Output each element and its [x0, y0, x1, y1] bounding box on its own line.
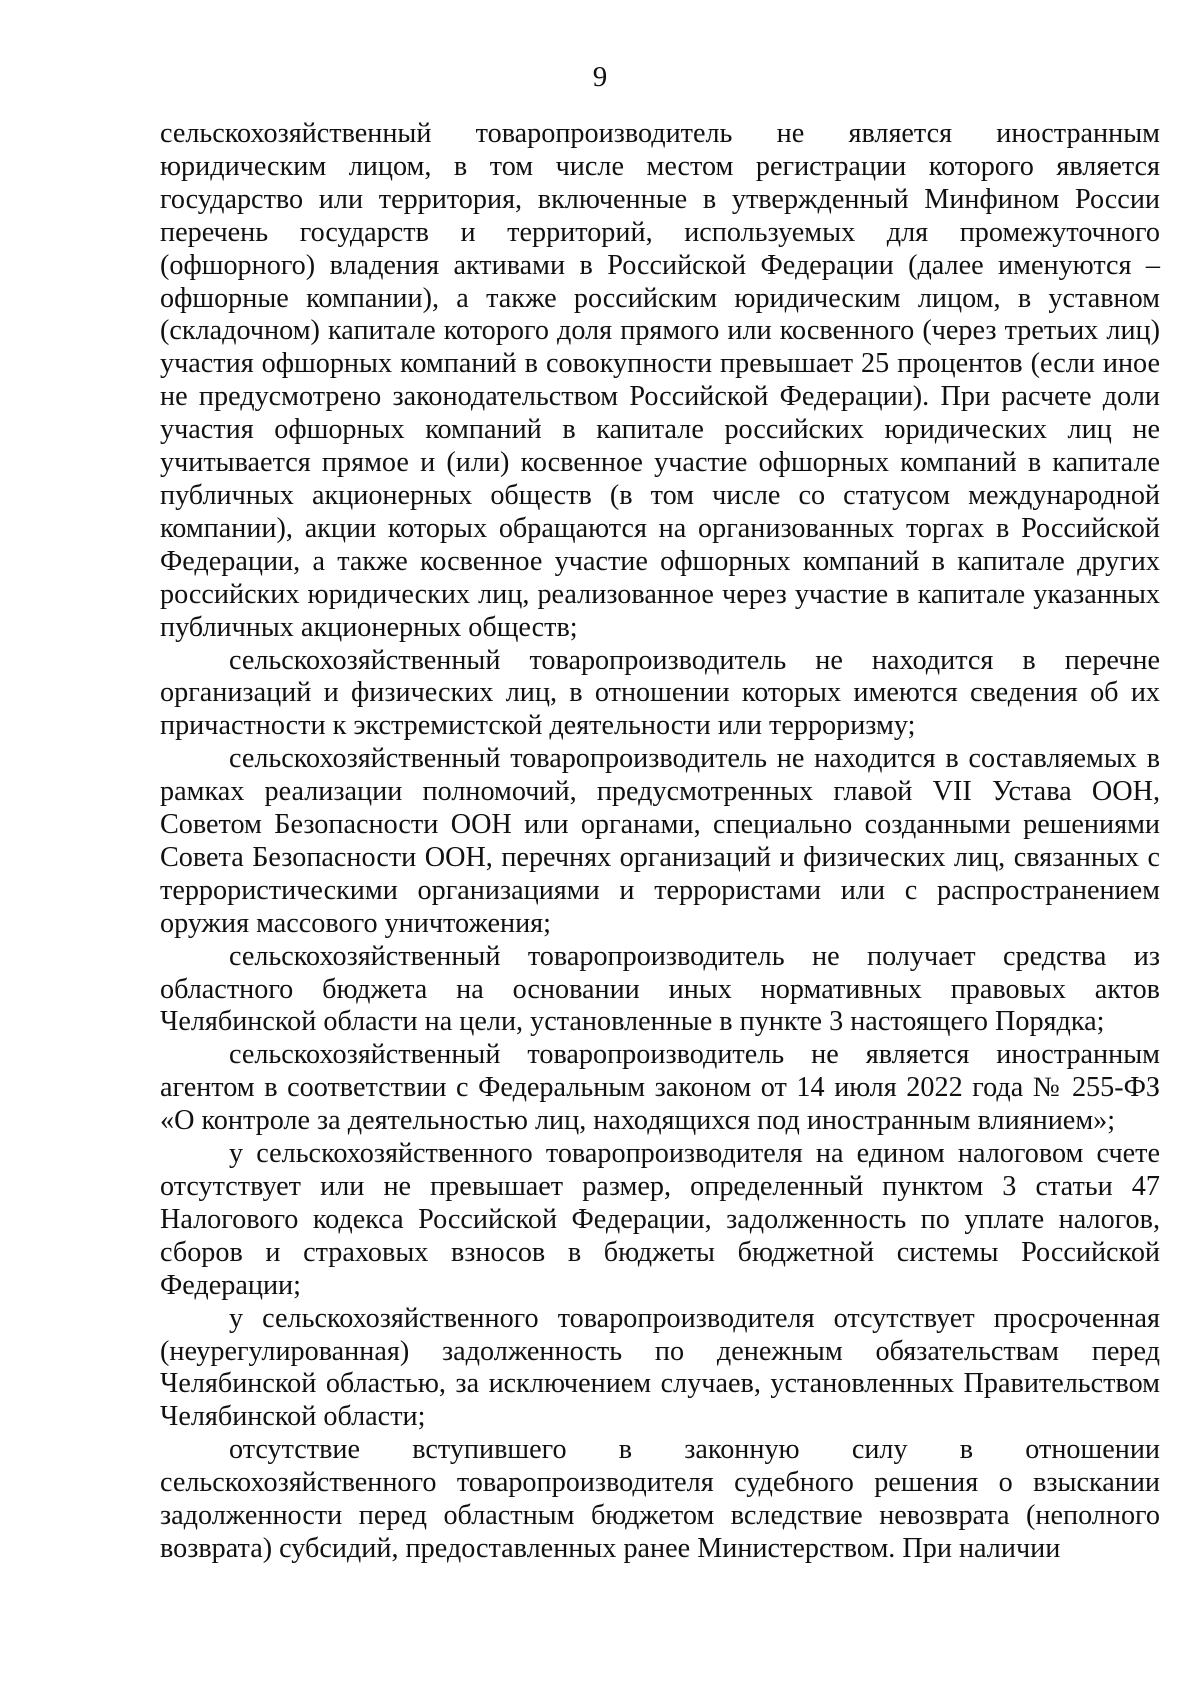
document-body	[160, 118, 1160, 1566]
paragraph-no-other-budget-funds: сельскохозяйственный товаропроизводитель не получает средства из областного бюджета на основании иных нормативных правовых актов Челябинской области на цели, установленные в пункте 3 настоящего Порядка;	[160, 940, 1160, 1038]
paragraph-un-sanctions-list: сельскохозяйственный товаропроизводитель не находится в составляемых в рамках реализации полномочий, предусмотренных главой VII Устава ООН, Советом Безопасности ООН или органами, специально созданными решениями Совета Безопасности ООН, перечнях организаций и физических лиц, связанных с террористическими организациями и террористами или с распространением оружия массового уничтожения;	[160, 743, 1160, 939]
paragraph-court-decision: отсутствие вступившего в законную силу в отношении сельскохозяйственного товаропроизводителя судебного решения о взыскании задолженности перед областным бюджетом вследствие невозврата (неполного возврата) субсидий, предоставленных ранее Министерством. При наличии	[160, 1434, 1160, 1564]
page-number: 9	[592, 61, 608, 93]
paragraph-overdue-obligations: у сельскохозяйственного товаропроизводителя отсутствует просроченная (неурегулированная) задолженность по денежным обязательствам перед Челябинской областью, за исключением случаев, установленных Правительством Челябинской области;	[160, 1302, 1160, 1433]
paragraph-foreign-agent: сельскохозяйственный товаропроизводитель не является иностранным агентом в соответствии с Федеральным законом от 14 июля 2022 года № 255-ФЗ «О контроле за деятельностью лиц, находящихся под иностранным влиянием»;	[160, 1039, 1160, 1137]
paragraph-extremism-list: сельскохозяйственный товаропроизводитель не находится в перечне организаций и физических лиц, в отношении которых имеются сведения об их причастности к экстремистской деятельности или терроризму;	[160, 644, 1160, 742]
paragraph-tax-debt: у сельскохозяйственного товаропроизводителя на едином налоговом счете отсутствует или не превышает размер, определенный пунктом 3 статьи 47 Налогового кодекса Российской Федерации, задолженность по уплате налогов, сборов и страховых взносов в бюджеты бюджетной системы Российской Федерации;	[160, 1138, 1160, 1301]
paragraph-offshore-requirement: сельскохозяйственный товаропроизводитель не является иностранным юридическим лицом, в том числе местом регистрации которого является государство или территория, включенные в утвержденный Минфином России перечень государств и территорий, используемых для промежуточного (офшорного) владения активами в Российской Федерации (далее именуются – офшорные компании), а также российским юридическим лицом, в уставном (складочном) капитале которого доля прямого или косвенного (через третьих лиц) участия офшорных компаний в совокупности превышает 25 процентов (если иное не предусмотрено законодательством Российской Федерации). При расчете доли участия офшорных компаний в капитале российских юридических лиц не учитывается прямое и (или) косвенное участие офшорных компаний в капитале публичных акционерных обществ (в том числе со статусом международной компании), акции которых обращаются на организованных торгах в Российской Федерации, а также косвенное участие офшорных компаний в капитале других российских юридических лиц, реализованное через участие в капитале указанных публичных акционерных обществ;	[160, 118, 1160, 643]
